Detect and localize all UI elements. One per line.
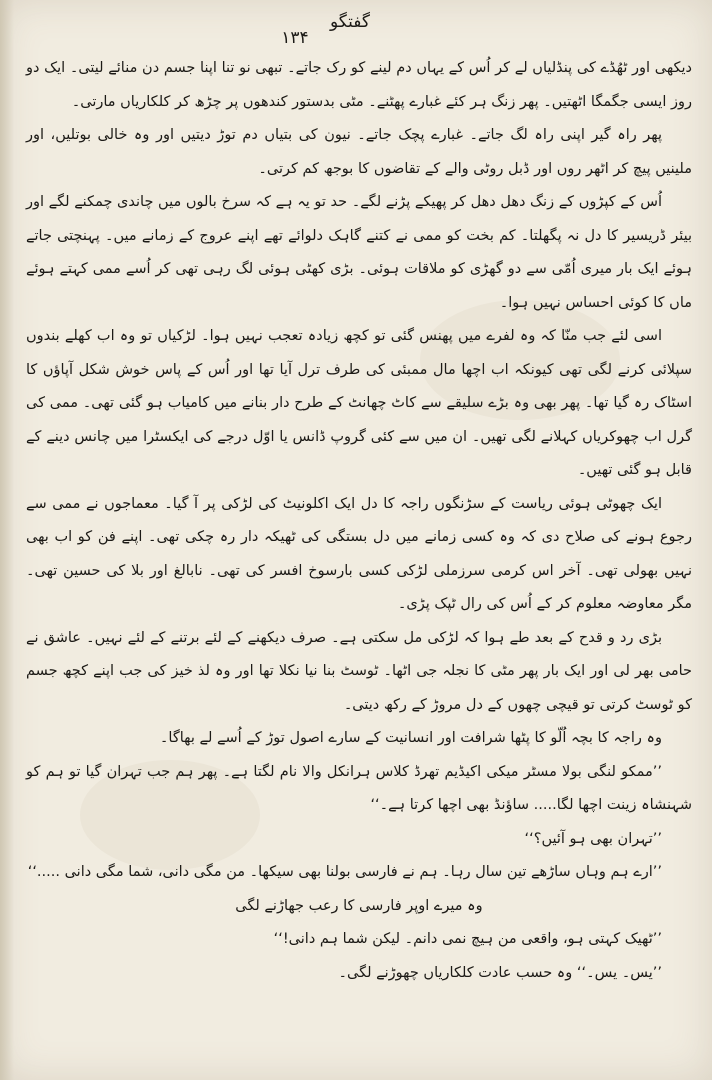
running-title: گفتگو <box>330 12 370 32</box>
paragraph: ’’ممکو لنگی بولا مسٹر میکی اکیڈیم تھرڈ کلاس ہرانکل والا نام لگتا ہے۔ پھر ہم جب تہران گیا تو ہم کو شہنشاہ زینت اچھا لگا..... ساؤنڈ بھی اچھا کرتا ہے۔‘‘ <box>26 763 692 813</box>
paragraph: پھر راہ گیر اپنی راہ لگ جاتے۔ غبارے پچک جاتے۔ نیون کی بتیاں دم توڑ دیتیں اور وہ خالی بوتلیں، اور ملینیں پیچ کر اٹھر روں اور ڈبل روٹی والے کے تقاضوں کا بوجھ کم کرتی۔ <box>26 127 692 177</box>
paragraph: وہ میرے اوپر فارسی کا رعب جھاڑنے لگی <box>235 897 483 914</box>
paragraph: ایک چھوٹی ہوئی ریاست کے سڑنگوں راجہ کا دل ایک اکلونیٹ کی لڑکی پر آ گیا۔ معماجوں نے ممی سے رجوع ہونے کی صلاح دی کہ وہ کسی زمانے میں دل بستگی کی ٹھیکہ دار رہ چکی تھی۔ اپنے فن کو اب بھی نہیں بھولی تھی۔ آخر اس کرمی سرزملی لڑکی کسی بارسوخ افسر کی تھی۔ نابالغ اور بلا کی حسین تھی۔ مگر معاوضہ معلوم کر کے اُس کی رال ٹپک پڑی۔ <box>26 495 692 612</box>
paragraph: ’’یس۔ یس۔‘‘ وہ حسب عادت کلکاریاں چھوڑنے لگی۔ <box>338 964 662 981</box>
body-text <box>26 52 692 990</box>
paragraph: وہ راجہ کا بچہ اُلّو کا پٹھا شرافت اور انسانیت کے سارے اصول توڑ کے اُسے لے بھاگا۔ <box>159 730 662 746</box>
paragraph: ’’ارے ہم وہاں ساڑھے تین سال رہا۔ ہم نے فارسی بولنا بھی سیکھا۔ من مگی دانی، شما مگی دانی .....‘‘ <box>27 864 662 880</box>
page-number: ۱۳۴ <box>281 28 309 48</box>
paragraph: ’’ٹھیک کہتی ہو، واقعی من ہیچ نمی دانم۔ لیکن شما ہم دانی!‘‘ <box>273 931 662 947</box>
paragraph: اُس کے کپڑوں کے زنگ دھل دھل کر پھیکے پڑنے لگے۔ حد تو یہ ہے کہ سرخ بالوں میں چاندی چمکنے لگے اور بیئر ڈریسیر کا دل نہ پگھلتا۔ کم بخت کو ممی نے کتنے گاہک دلوائے تھے اپنے عروج کے زمانے میں۔ پہنچتی جاتے ہوئے ایک بار میری اُمّی سے دو گھڑی کو ملاقات ہوئی۔ بڑی کھٹی ہوئی لگ رہی تھی کر اُسے ممی کہتے ہوئے ماں کا کوئی احساس نہیں ہوا۔ <box>26 194 692 311</box>
paragraph: ’’تہران بھی ہو آئیں؟‘‘ <box>524 830 662 847</box>
page-header <box>0 8 712 48</box>
paragraph: بڑی رد و قدح کے بعد طے ہوا کہ لڑکی مل سکتی ہے۔ صرف دیکھنے کے لئے برتنے کے لئے نہیں۔ عاشق نے حامی بھر لی اور ایک بار پھر مٹی کا نجلہ جی اٹھا۔ ٹوسٹ بنا نیا نکلا تھا اور وہ لذ خیز کی جب اپنے کچھ جسم کو ٹوسٹ کرتی تو قیچی چھوں کے دل مروڑ کے رکھ دیتی۔ <box>26 629 692 713</box>
paragraph: اسی لئے جب منّا کہ وہ لفرے میں پھنس گئی تو کچھ زیادہ تعجب نہیں ہوا۔ لڑکیاں تو وہ اب کھلے بندوں سپلائی کرنے لگی تھی کیونکہ اب اچھا مال ممبئی کی طرف ترل آیا تھا اور اُس کے پاس خوش شکل آپاؤں کا اسٹاک رہ گیا تھا۔ پھر بھی وہ بڑے سلیقے سے کاٹ چھانٹ کے طرح دار بنانے میں کامیاب ہو گئی تھی۔ ممی کی گرل اب چھوکریاں کہلانے لگی تھیں۔ ان میں سے کئی گروپ ڈانس یا اوّل درجے کی ایکسٹرا میں چانس دینے کے قابل ہو گئی تھیں۔ <box>26 328 692 478</box>
paragraph: دیکھی اور ٹھُڈے کی پنڈلیاں لے کر اُس کے یہاں دم لینے کو رک جاتے۔ تبھی نو تنا اپنا جسم دن منائے لیتی۔ ایک دو روز ایسی جگمگا اٹھتیں۔ پھر زنگ ہر کئے غبارے پھٹنے۔ مٹی بدستور کندھوں پر چڑھ کر کلکاریاں مارتی۔ <box>26 60 692 110</box>
binding-shadow <box>0 0 14 1080</box>
